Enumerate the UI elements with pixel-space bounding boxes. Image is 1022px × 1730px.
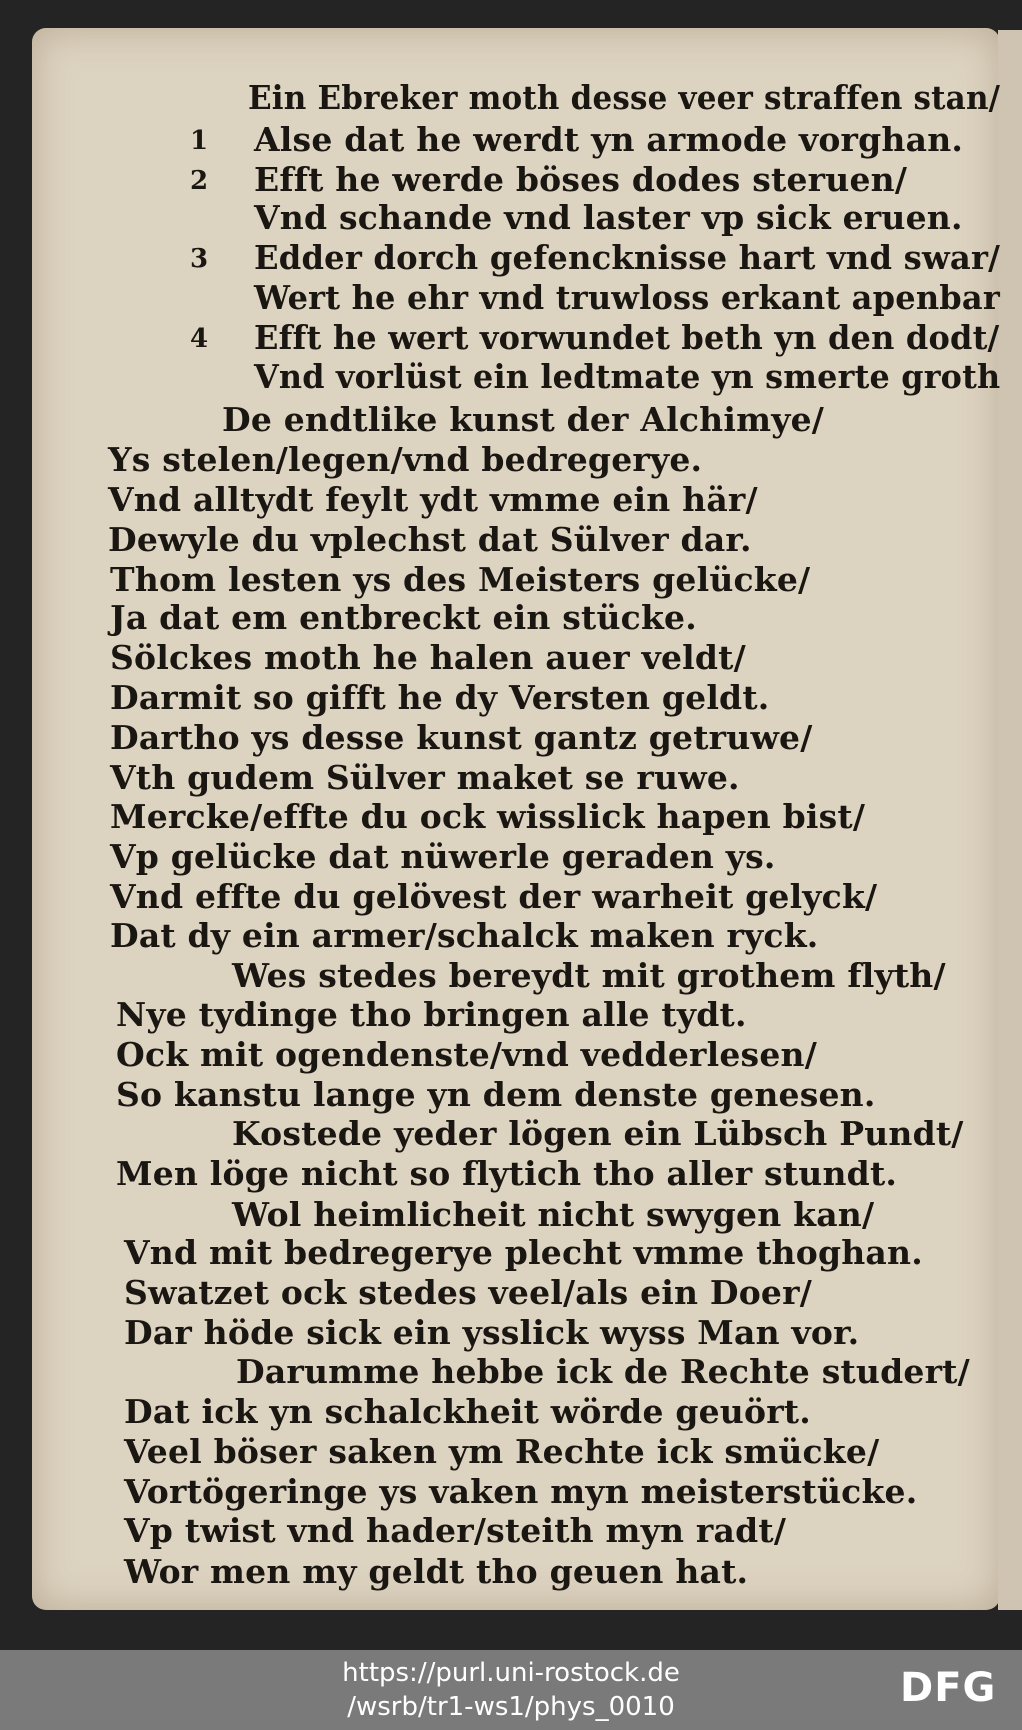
text-line: Efft he werde böses dodes steruen/ [254, 160, 908, 199]
text-line: Dat ick yn schalckheit wörde geuört. [124, 1392, 811, 1431]
text-line: Wor men my geldt tho geuen hat. [124, 1552, 749, 1591]
text-line: Veel böser saken ym Rechte ick smücke/ [124, 1432, 880, 1471]
text-line: Vnd schande vnd laster vp sick eruen. [254, 198, 963, 237]
text-line: De endtlike kunst der Alchimye/ [222, 400, 825, 439]
text-line: Ja dat em entbreckt ein stücke. [110, 598, 697, 637]
text-line: Wol heimlicheit nicht swygen kan/ [232, 1195, 875, 1234]
text-line: Ys stelen/legen/vnd bedregerye. [108, 440, 703, 479]
margin-number: 3 [190, 244, 209, 274]
text-line: Vp gelücke dat nüwerle geraden ys. [110, 837, 776, 876]
text-line: Efft he wert vorwundet beth yn den dodt/ [254, 318, 1000, 357]
next-page-edge [998, 30, 1022, 1610]
text-line: Kostede yeder lögen ein Lübsch Pundt/ [232, 1114, 964, 1153]
text-line: Dartho ys desse kunst gantz getruwe/ [110, 718, 813, 757]
text-line: Wert he ehr vnd truwloss erkant apenbar [254, 278, 1000, 317]
text-line: Darumme hebbe ick de Rechte studert/ [236, 1352, 970, 1391]
source-url-line-2[interactable]: /wsrb/tr1-ws1/phys_0010 [347, 1692, 675, 1722]
text-line: Ock mit ogendenste/vnd vedderlesen/ [116, 1035, 817, 1074]
text-line: Nye tydinge tho bringen alle tydt. [116, 995, 747, 1034]
text-line: Vp twist vnd hader/steith myn radt/ [124, 1511, 787, 1550]
text-line: Vnd mit bedregerye plecht vmme thoghan. [124, 1233, 923, 1272]
text-line: Ein Ebreker moth desse veer straffen stan/ [248, 78, 1001, 117]
text-line: Swatzet ock stedes veel/als ein Doer/ [124, 1273, 812, 1312]
text-line: Mercke/effte du ock wisslick hapen bist/ [110, 797, 866, 836]
dfg-logo: DFG [900, 1665, 997, 1711]
text-line: Sölckes moth he halen auer veldt/ [110, 638, 746, 677]
text-line: Dat dy ein armer/schalck maken ryck. [110, 916, 819, 955]
text-line: Thom lesten ys des Meisters gelücke/ [110, 560, 811, 599]
footer-bar [0, 1650, 1022, 1730]
text-line: Darmit so gifft he dy Versten geldt. [110, 678, 770, 717]
text-line: Edder dorch gefencknisse hart vnd swar/ [254, 238, 1001, 277]
text-line: Vth gudem Sülver maket se ruwe. [110, 758, 740, 797]
text-line: So kanstu lange yn dem denste genesen. [116, 1075, 876, 1114]
text-line: Wes stedes bereydt mit grothem flyth/ [232, 956, 946, 995]
text-line: Vnd alltydt feylt ydt vmme ein här/ [108, 480, 758, 519]
text-line: Vnd vorlüst ein ledtmate yn smerte groth [254, 357, 1001, 396]
text-line: Men löge nicht so flytich tho aller stundt. [116, 1154, 898, 1193]
margin-number: 1 [190, 126, 209, 156]
text-line: Dewyle du vplechst dat Sülver dar. [108, 520, 752, 559]
text-line: Dar höde sick ein ysslick wyss Man vor. [124, 1313, 860, 1352]
text-line: Vnd effte du gelövest der warheit gelyck/ [110, 877, 878, 916]
margin-number: 2 [190, 166, 209, 196]
text-line: Alse dat he werdt yn armode vorghan. [254, 120, 964, 159]
margin-number: 4 [190, 324, 209, 354]
text-line: Vortögeringe ys vaken myn meisterstücke. [124, 1472, 918, 1511]
source-url-line-1[interactable]: https://purl.uni-rostock.de [342, 1658, 680, 1688]
